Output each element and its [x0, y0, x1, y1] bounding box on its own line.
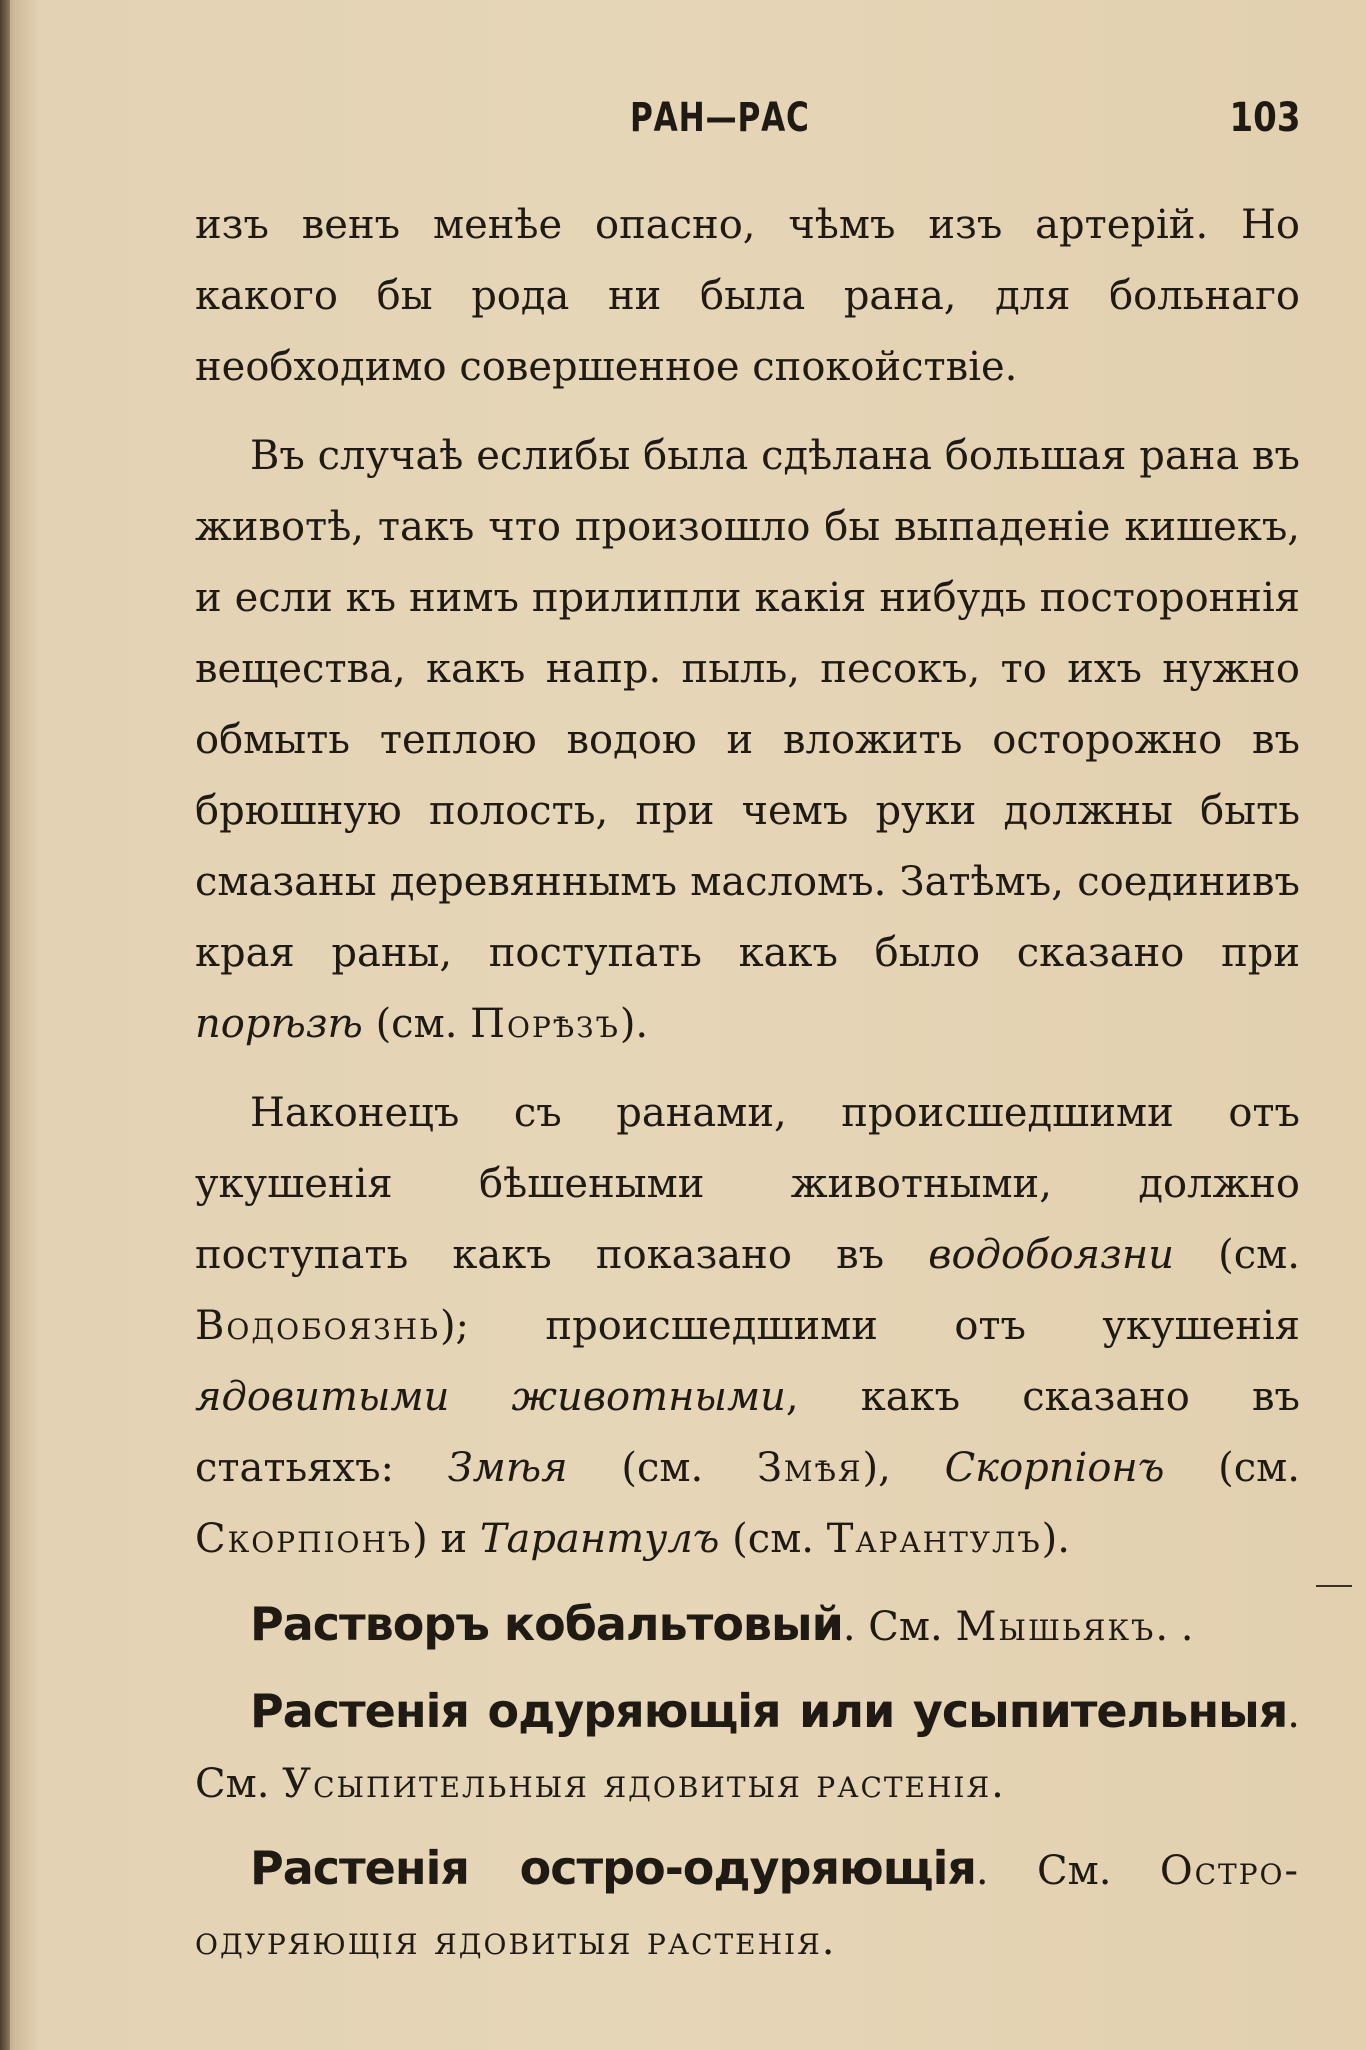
- p3-text-e: (см.: [567, 1445, 757, 1491]
- p3-italic-2: ядовитыми животными: [195, 1374, 786, 1420]
- p3-italic-3: Змѣя: [447, 1445, 568, 1491]
- entry-headword: Растворъ кобальтовый: [250, 1597, 843, 1651]
- paragraph-2-end: ).: [619, 1001, 649, 1047]
- entry-separator: . См.: [975, 1848, 1160, 1894]
- cross-reference: Скорпіонъ: [195, 1516, 413, 1562]
- dictionary-entry: [195, 1589, 1300, 1662]
- paragraph-2: [195, 421, 1300, 1060]
- dictionary-entry: [195, 1676, 1300, 1819]
- margin-mark: [1316, 1585, 1352, 1587]
- entry-reference: Остро-одуряющія ядовитыя растенія: [195, 1848, 1301, 1964]
- entry-headword: Растенія остро-одуряющія: [250, 1841, 976, 1895]
- p3-text-c: ); происшедшими отъ укушенія: [439, 1303, 1300, 1349]
- entry-headword: Растенія одуряющія или усыпительныя: [250, 1684, 1288, 1738]
- paragraph-2-text: Въ случаѣ еслибы была сдѣлана большая рана въ животѣ, такъ что произошло бы выпаденіе кишекъ, и если къ нимъ прилипли какія нибудь постороннія вещества, какъ напр. пыль, песокъ, то ихъ нужно обмыть теплою водою и вложить осторожно въ брюшную полость, при чемъ руки должны быть смазаны деревяннымъ масломъ. Затѣмъ, соединивъ края раны, поступать какъ было сказано при: [195, 433, 1300, 976]
- p3-text-f: ),: [862, 1445, 945, 1491]
- paragraph-2-tail: (см.: [362, 1001, 471, 1047]
- p3-italic-4: Скорпіонъ: [944, 1445, 1165, 1491]
- p3-text-g: (см.: [1164, 1445, 1300, 1491]
- p3-text-j: (см.: [719, 1516, 827, 1562]
- entry-reference: Усыпительныя ядовитыя растенія: [282, 1761, 992, 1807]
- entry-separator: . См.: [842, 1604, 956, 1650]
- running-head: РАН—РАС: [630, 95, 810, 141]
- page-header: [195, 95, 1300, 155]
- entry-separator: . См.: [195, 1691, 1300, 1807]
- cross-reference: Тарантулъ: [826, 1516, 1042, 1562]
- page-body: [195, 190, 1300, 1976]
- paragraph-2-italic: порѣзѣ: [195, 1001, 363, 1047]
- cross-reference: Водобоязнь: [195, 1303, 440, 1349]
- p3-italic-1: водобоязни: [928, 1232, 1174, 1278]
- entry-end: . .: [1155, 1604, 1194, 1650]
- p3-italic-5: Тарантулъ: [479, 1516, 720, 1562]
- entry-reference: Мышьякъ: [955, 1604, 1156, 1650]
- p3-text-d: , какъ сказано въ статьяхъ:: [195, 1374, 1301, 1491]
- page-binding-edge: [0, 0, 10, 2050]
- p3-text-b: (см.: [1173, 1232, 1300, 1278]
- entry-end: .: [991, 1761, 1004, 1807]
- dictionary-entry: [195, 1833, 1300, 1976]
- cross-reference: Порѣзъ: [470, 1001, 620, 1047]
- p3-text-a: Наконецъ съ ранами, происшедшими отъ укушенія бѣшеными животными, должно поступать какъ показано въ: [195, 1090, 1300, 1278]
- p3-text-k: ).: [1041, 1516, 1070, 1562]
- paragraph-3: [195, 1078, 1300, 1575]
- paragraph-1: изъ венъ менѣе опасно, чѣмъ изъ артерій. Но какого бы рода ни была рана, для больнаго необходимо совершенное спокойствіе.: [195, 202, 1300, 390]
- entry-end: .: [821, 1918, 835, 1964]
- page-number: 103: [1229, 95, 1300, 141]
- p3-text-h: ) и: [412, 1516, 480, 1562]
- cross-reference: Змѣя: [756, 1445, 863, 1491]
